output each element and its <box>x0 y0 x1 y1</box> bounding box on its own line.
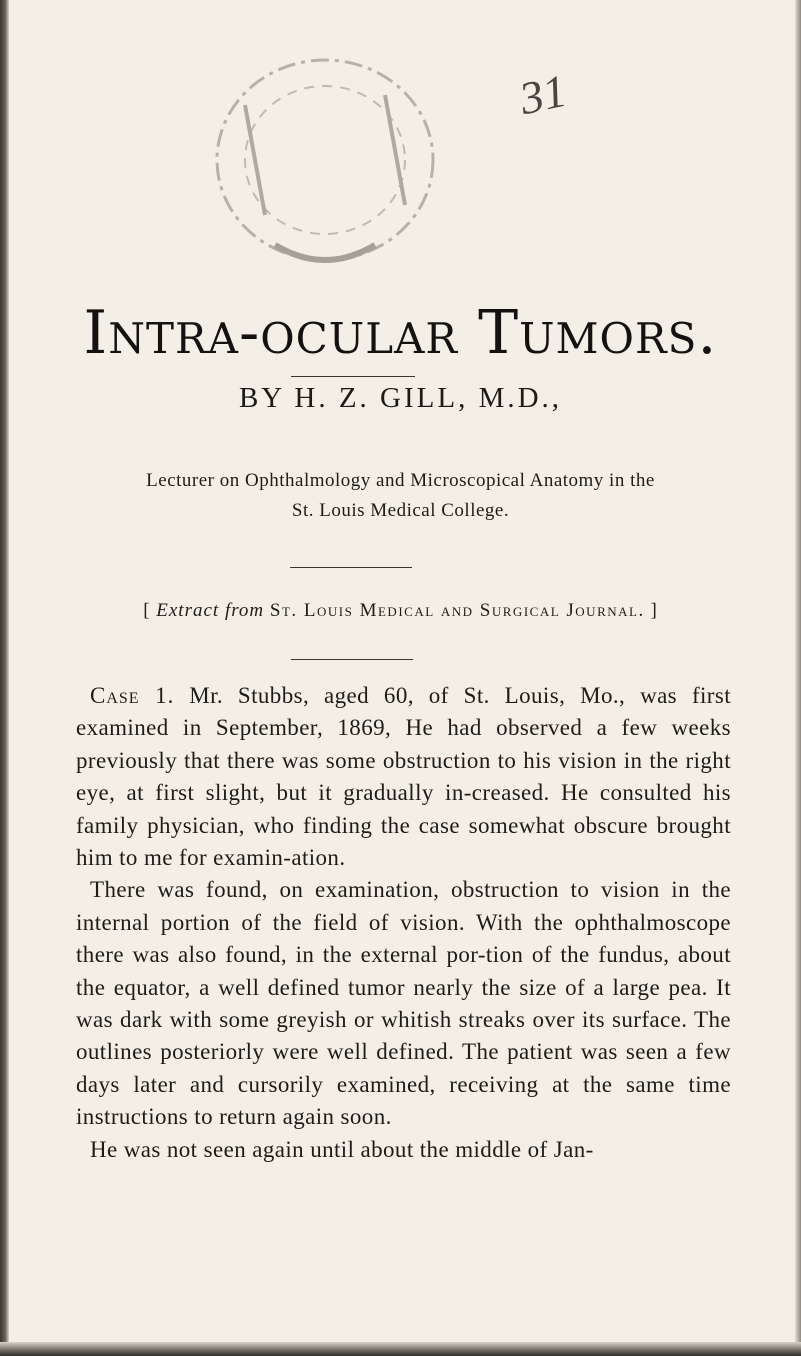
extract-rule <box>291 659 413 660</box>
page-left-edge <box>0 0 9 1356</box>
extract-label: Extract from <box>156 600 265 621</box>
author-affiliation-line1: Lecturer on Ophthalmology and Microscopical Anatomy in the <box>146 470 655 491</box>
author-affiliation-line2: St. Louis Medical College. <box>291 500 510 521</box>
page-right-edge <box>795 0 801 1356</box>
case-report-body <box>76 680 731 1166</box>
affiliation-rule <box>290 567 412 568</box>
page-bottom-edge <box>0 1342 801 1356</box>
paragraph-2: There was found, on examination, obstruction to vision in the internal portion of the field of vision. With the ophthalmoscope there was also found, in the external por-tion of the fundus, about the equator, a well defined tumor nearly the size of a large pea. It was dark with some greyish or whitish streaks over its surface. The outlines posteriorly were well defined. The patient was seen a few days later and cursorily examined, receiving at the same time instructions to return again soon. <box>76 877 731 1130</box>
document-title: Intra-ocular Tumors. <box>83 298 718 369</box>
paragraph-3: He was not seen again until about the middle of Jan- <box>90 1136 594 1162</box>
extract-note: [ Extract from St. Louis Medical and Surgical Journal. ] <box>143 600 658 621</box>
author-byline: BY H. Z. GILL, M.D., <box>238 382 563 414</box>
case-heading: Case 1. <box>90 683 175 708</box>
library-stamp <box>205 45 445 275</box>
shelfmark-number: 31 <box>515 64 571 125</box>
paragraph-1 <box>76 680 731 874</box>
title-rule <box>291 376 415 377</box>
paragraph-1-text: Mr. Stubbs, aged 60, of St. Louis, Mo., was first examined in September, 1869, He had observed a few weeks previously that there was some obstruction to his vision in the right eye, at first slight, but it gradually in-creased. He consulted his family physician, who finding the case somewhat obscure brought him to me for examin-ation. <box>76 683 731 871</box>
extract-source: St. Louis Medical and Surgical Journal. <box>269 600 645 621</box>
